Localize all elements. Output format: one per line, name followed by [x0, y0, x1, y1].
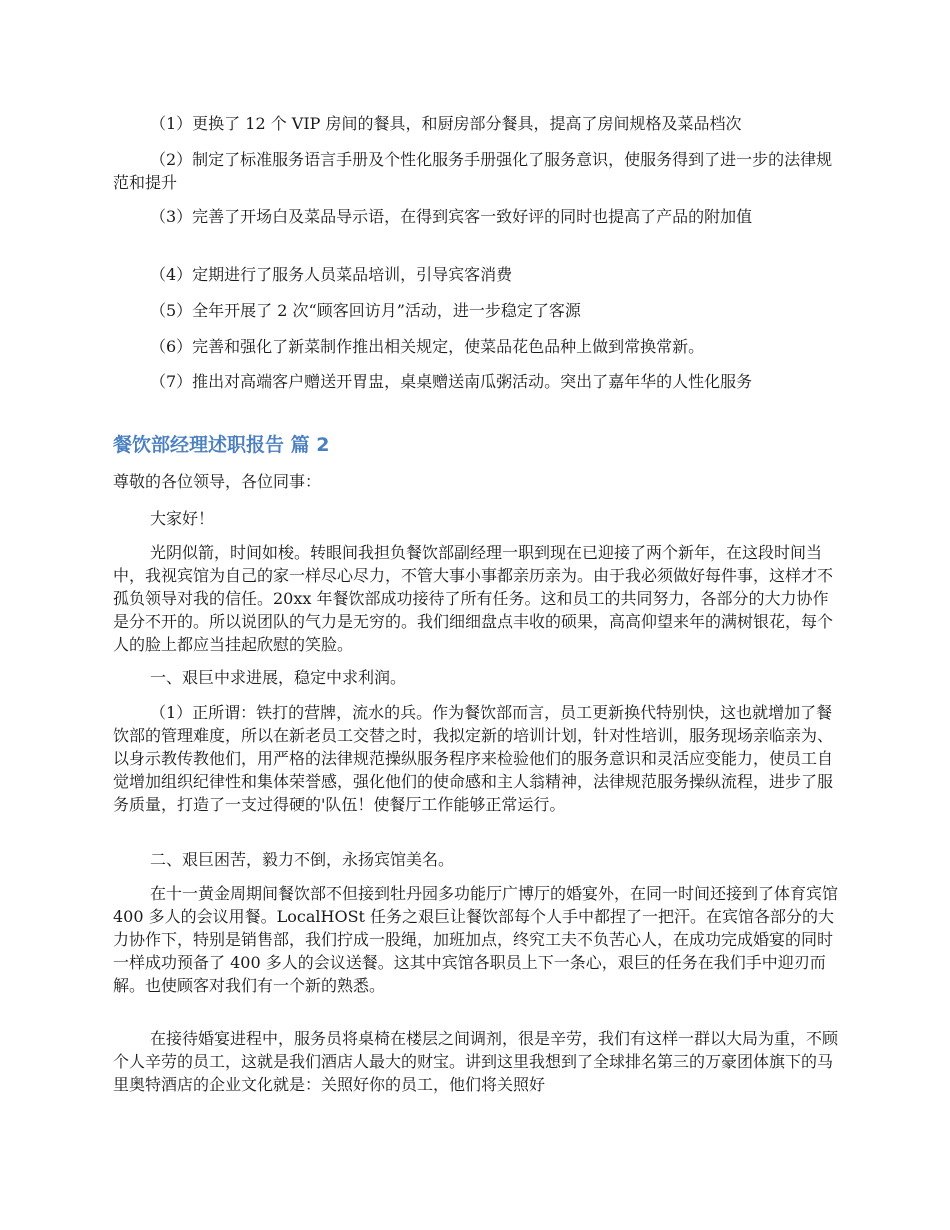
- list-item-5: （5）全年开展了 2 次“顾客回访月”活动，进一步稳定了客源: [150, 301, 581, 320]
- list-item-3: （3）完善了开场白及菜品导示语，在得到宾客一致好评的同时也提高了产品的附加值: [150, 207, 753, 226]
- paragraph-1: 光阴似箭，时间如梭。转眼间我担负餐饮部副经理一职到现在已迎接了两个新年，在这段时间当中，我视宾馆为自己的家一样尽心尽力，不管大事小事都亲历亲为。由于我必须做好每件事，这样才不孤负领导对我的信任。20xx 年餐饮部成功接待了所有任务。这和员工的共同努力，各部分的大力协作是分不开的。所以说团队的气力是无穷的。我们细细盘点丰收的硕果，高高仰望来年的满树银花，每个人的脸上都应当挂起欣慰的笑脸。: [113, 543, 834, 654]
- paragraph-2: （1）正所谓：铁打的营牌，流水的兵。作为餐饮部而言，员工更新换代特别快，这也就增加了餐饮部的管理难度，所以在新老员工交替之时，我拟定新的培训计划，针对性培训，服务现场亲临亲为、以身示教传教他们，用严格的法律规范操纵服务程序来检验他们的服务意识和灵活应变能力，使员工自觉增加组织纪律性和集体荣誉感，强化他们的使命感和主人翁精神，法律规范服务操纵流程，进步了服务质量，打造了一支过得硬的'队伍！使餐厅工作能够正常运行。: [113, 703, 834, 814]
- section-title-2: 二、艰巨困苦，毅力不倒，永扬宾馆美名。: [150, 850, 455, 869]
- list-item-6: （6）完善和强化了新菜制作推出相关规定，使菜品花色品种上做到常换常新。: [150, 337, 705, 356]
- list-item-2: （2）制定了标准服务语言手册及个性化服务手册强化了服务意识，使服务得到了进一步的法律规范和提升: [113, 150, 833, 192]
- section-heading: 餐饮部经理述职报告 篇 2: [113, 434, 330, 456]
- paragraph-4: 在接待婚宴进程中，服务员将桌椅在楼层之间调剂，很是辛劳，我们有这样一群以大局为重，不顾个人辛劳的员工，这就是我们酒店人最大的财宝。讲到这里我想到了全球排名第三的万豪团体旗下的马里奥特酒店的企业文化就是：关照好你的员工，他们将关照好: [113, 1029, 839, 1094]
- section-title-1: 一、艰巨中求进展，稳定中求利润。: [150, 668, 407, 687]
- greeting: 大家好！: [150, 509, 215, 528]
- salutation: 尊敬的各位领导，各位同事：: [113, 472, 322, 491]
- list-item-4: （4）定期进行了服务人员菜品培训，引导宾客消费: [150, 265, 513, 284]
- list-item-7: （7）推出对高端客户赠送开胃盅，桌桌赠送南瓜粥活动。突出了嘉年华的人性化服务: [150, 372, 753, 391]
- list-item-1: （1）更换了 12 个 VIP 房间的餐具，和厨房部分餐具，提高了房间规格及菜品档次: [150, 114, 742, 133]
- paragraph-3: 在十一黄金周期间餐饮部不但接到牡丹园多功能厅广博厅的婚宴外，在同一时间还接到了体育宾馆 400 多人的会议用餐。LocalHOSt 任务之艰巨让餐饮部每个人手中都捏了一把汗。在宾馆各部分的大力协作下，特别是销售部，我们拧成一股绳，加班加点，终究工夫不负苦心人，在成功完成婚宴的同时一样成功预备了 400 多人的会议送餐。这其中宾馆各职员上下一条心，艰巨的任务在我们手中迎刃而解。也使顾客对我们有一个新的熟悉。: [113, 884, 839, 995]
